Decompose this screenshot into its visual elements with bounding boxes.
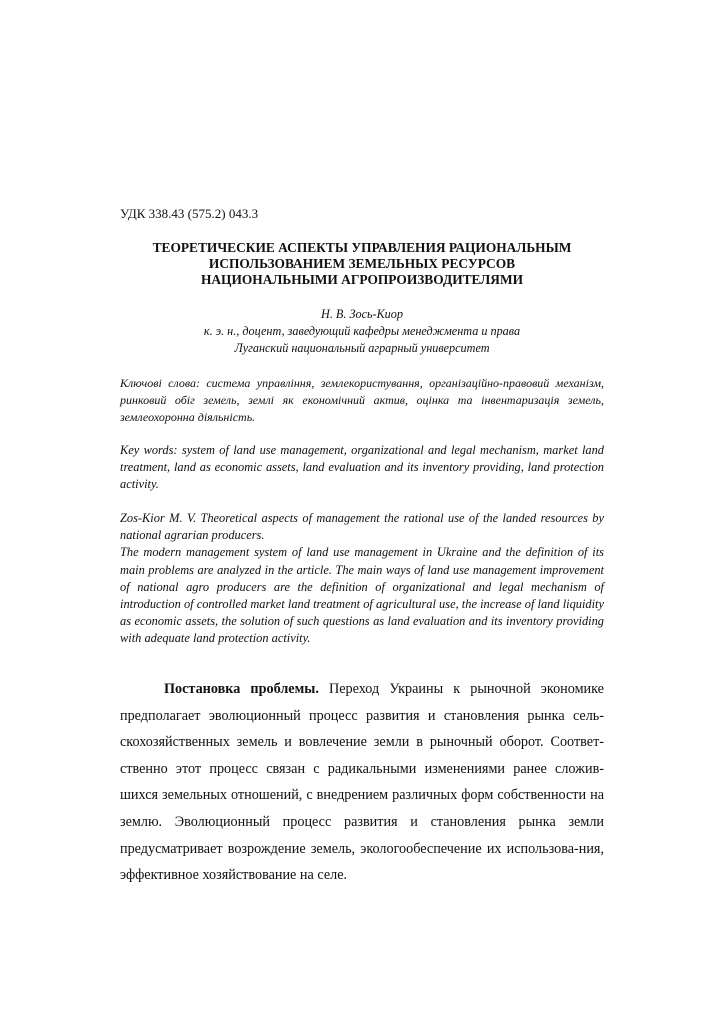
title-line-3: НАЦИОНАЛЬНЫМИ АГРОПРОИЗВОДИТЕЛЯМИ — [200, 272, 524, 287]
abstract-citation: Zos-Kior M. V. Theoretical aspects of management the rational use of the landed resources by national agrarian producers. — [120, 511, 604, 543]
abstract-english — [120, 510, 604, 648]
body-section — [120, 676, 604, 889]
section-heading: Постановка проблемы. — [164, 681, 319, 697]
author-position: к. э. н., доцент, заведующий кафедры менеджмента и права — [203, 324, 521, 338]
author-name: Н. В. Зось-Киор — [321, 307, 403, 321]
abstract-text: The modern management system of land use management in Ukraine and the definition of its main problems are analyzed in the article. The main ways of land use management improvement of national agro producers are the definition of organizational and legal mechanism of introduction of controlled market land treatment of agricultural use, the increase of land liquidity as economic assets, the solution of such questions as land evaluation and its inventory providing with adequate land protection activity. — [120, 545, 604, 646]
paragraph-text: Переход Украины к рыночной экономике предполагает эволюционный процесс развития и становления рынка сель-скохозяйственных земель и вовлечение земли в рыночный оборот. Соответ-ственно этот процесс связан с радикальными изменениями ранее сложив-шихся земельных отношений, с внедрением различных форм собственности на землю. Эволюционный процесс развития и становления рынка земли предусматривает возрождение земель, экологообеспечение их использова-ния, эффективное хозяйствование на селе. — [120, 681, 604, 884]
article-title — [100, 240, 624, 288]
keywords-ukrainian: Ключові слова: система управління, землекористування, організаційно-правовий механізм, ринковий обіг земель, землі як економічний актив, оцінка та інвентаризація земель, землеохоронна діяльність. — [120, 376, 604, 424]
title-line-2: ИСПОЛЬЗОВАНИЕМ ЗЕМЕЛЬНЫХ РЕСУРСОВ — [208, 256, 516, 271]
udc-code: УДК 338.43 (575.2) 043.3 — [120, 206, 259, 221]
title-line-1: ТЕОРЕТИЧЕСКИЕ АСПЕКТЫ УПРАВЛЕНИЯ РАЦИОНАЛЬНЫМ — [152, 240, 572, 255]
body-paragraph — [120, 676, 604, 889]
author-block — [100, 306, 624, 357]
keywords-english: Key words: system of land use management, organizational and legal mechanism, market land treatment, land as economic assets, land evaluation and its inventory providing, land protection activity. — [120, 443, 604, 492]
author-affiliation: Луганский национальный аграрный университет — [234, 341, 490, 355]
